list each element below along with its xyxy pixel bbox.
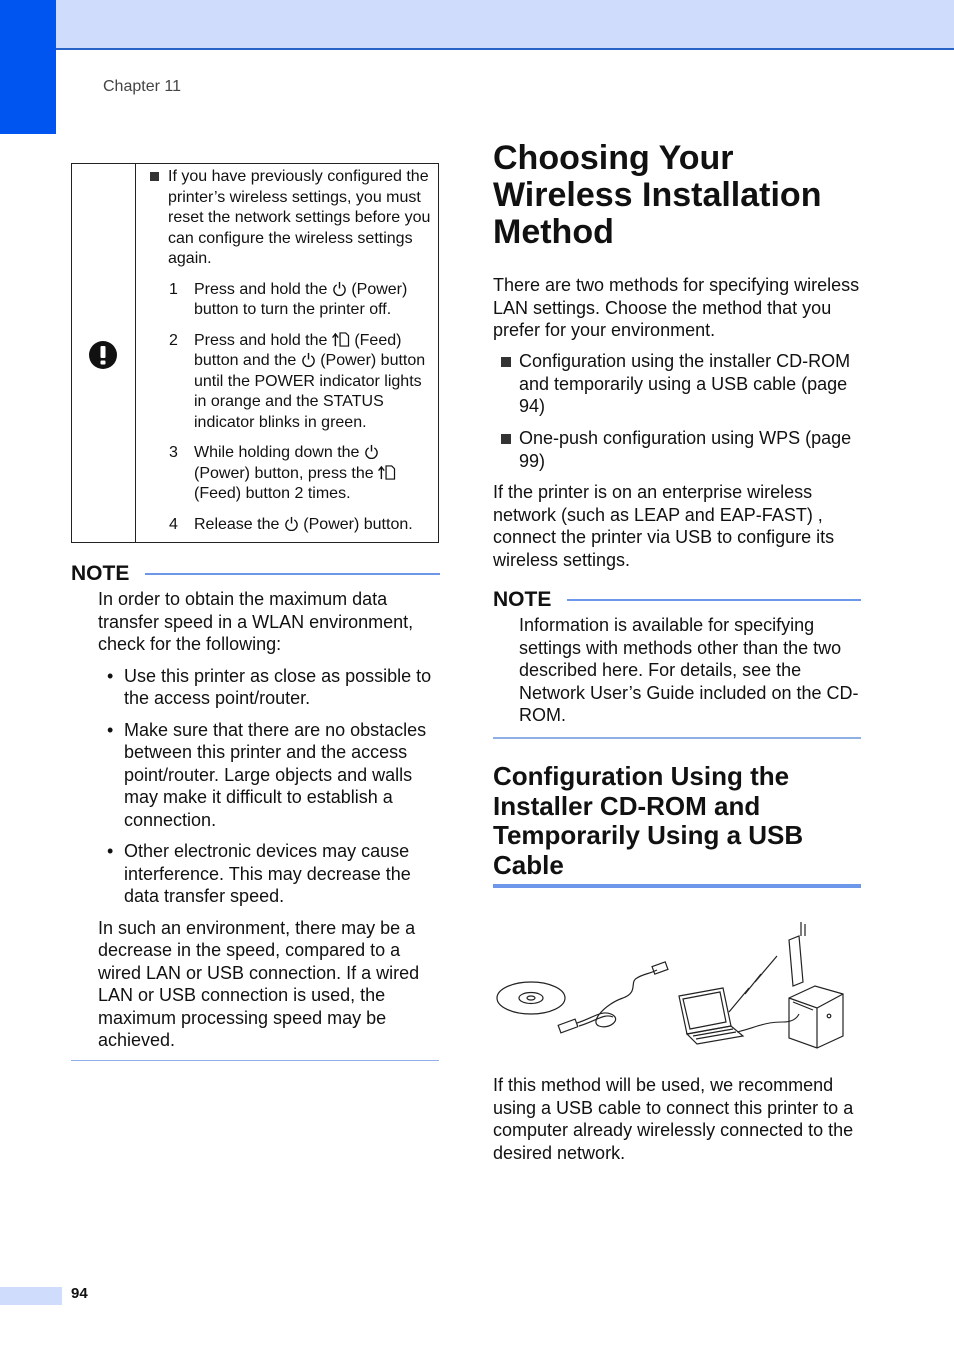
step-number: 2 xyxy=(169,331,178,349)
important-item xyxy=(148,167,432,270)
wireless-signal-icon xyxy=(729,956,777,1012)
step-text: Release the xyxy=(194,515,280,533)
power-icon xyxy=(332,281,347,296)
step-4 xyxy=(148,515,432,536)
important-icon-column xyxy=(72,164,136,542)
section-rule xyxy=(493,884,861,888)
method-item xyxy=(493,427,865,472)
chapter-label: Chapter 11 xyxy=(103,78,181,95)
bullet-text: Make sure that there are no obstacles between this printer and the access point/router. Large objects and walls may make it difficult to establish a connection. xyxy=(124,719,427,830)
step-text: (Power) button, press the xyxy=(194,464,374,482)
bullet-text: Other electronic devices may cause interference. This may decrease the data transfer speed. xyxy=(124,841,411,906)
square-bullet-icon xyxy=(501,434,511,444)
note-rule xyxy=(145,573,440,575)
chapter-tab xyxy=(0,0,56,134)
note-label: NOTE xyxy=(493,588,552,611)
reset-steps xyxy=(148,280,432,536)
step-2 xyxy=(148,331,432,434)
step-3 xyxy=(148,443,432,505)
step-text: Press and hold the xyxy=(194,331,328,349)
usb-cable-icon xyxy=(558,962,668,1033)
step-number: 4 xyxy=(169,515,178,533)
note-body-right: Information is available for specifying settings with methods other than the two described here. For details, see the Network User’s Guide included on the CD-ROM. xyxy=(519,615,859,725)
section-title: Configuration Using the Installer CD-ROM and Temporarily Using a USB Cable xyxy=(493,761,804,880)
note-body-left xyxy=(98,588,440,1052)
list-item xyxy=(98,719,440,832)
note-outro: In such an environment, there may be a decrease in the speed, compared to a wired LAN or USB connection. If a wired LAN or USB connection is used, the maximum processing speed may be achieved. xyxy=(98,917,420,1050)
usb-cable-line xyxy=(737,1014,799,1032)
note-label: NOTE xyxy=(71,562,130,585)
cd-rom-icon xyxy=(497,982,565,1014)
step-text: (Power) button until the POWER indicator lights in orange and the STATUS indicator blinks in green. xyxy=(194,352,426,431)
method-text: One-push configuration using WPS (page 99) xyxy=(519,428,852,471)
important-intro: If you have previously configured the printer’s wireless settings, you must reset the network settings before you can configure the wireless settings again. xyxy=(168,168,431,267)
list-item xyxy=(98,665,440,710)
closing-paragraph: If this method will be used, we recommend using a USB cable to connect this printer to a computer already wirelessly connected to the desired network. xyxy=(493,1075,854,1163)
exclamation-icon xyxy=(89,341,117,369)
intro-paragraph: There are two methods for specifying wireless LAN settings. Choose the method that you prefer for your environment. xyxy=(493,275,860,340)
note-heading-left xyxy=(71,562,440,586)
note-intro: In order to obtain the maximum data transfer speed in a WLAN environment, check for the following: xyxy=(98,589,414,654)
step-number: 3 xyxy=(169,444,178,461)
note-end-rule xyxy=(493,737,861,739)
power-icon xyxy=(364,444,379,459)
laptop-icon xyxy=(679,988,743,1044)
bullet-dot: • xyxy=(107,665,114,686)
square-bullet-icon xyxy=(501,357,511,367)
method-item xyxy=(493,350,865,418)
important-content xyxy=(148,167,432,545)
bullet-text: Use this printer as close as possible to the access point/router. xyxy=(124,665,432,708)
step-1 xyxy=(148,280,432,321)
power-icon xyxy=(284,516,299,531)
step-text: (Power) button to turn the printer off. xyxy=(194,280,408,318)
note-heading-right xyxy=(493,588,861,612)
step-text: (Power) button. xyxy=(303,515,413,533)
feed-icon xyxy=(378,465,396,480)
power-icon xyxy=(301,352,316,367)
page-title: Choosing Your Wireless Installation Method xyxy=(493,139,822,251)
step-text: Press and hold the xyxy=(194,280,328,298)
list-item xyxy=(98,840,440,908)
step-text: (Feed) button and the xyxy=(194,331,402,369)
setup-illustration xyxy=(493,918,853,1058)
step-text: While holding down the xyxy=(194,444,360,461)
note-end-rule xyxy=(71,1060,439,1061)
method-text: Configuration using the installer CD-ROM and temporarily using a USB cable (page 94) xyxy=(519,351,851,416)
page-number: 94 xyxy=(71,1285,88,1302)
access-point-icon xyxy=(789,922,805,986)
header-band xyxy=(56,0,954,50)
feed-icon xyxy=(332,332,350,347)
square-bullet-icon xyxy=(150,172,159,181)
page-number-band xyxy=(0,1287,62,1305)
bullet-dot: • xyxy=(107,841,114,861)
important-box xyxy=(71,163,439,543)
step-text: (Feed) button 2 times. xyxy=(194,485,351,502)
note-rule xyxy=(567,599,861,601)
step-number: 1 xyxy=(169,280,178,298)
enterprise-paragraph: If the printer is on an enterprise wireless network (such as LEAP and EAP-FAST) , connect the printer via USB to configure its wireless settings. xyxy=(493,482,835,570)
bullet-dot: • xyxy=(107,719,114,740)
